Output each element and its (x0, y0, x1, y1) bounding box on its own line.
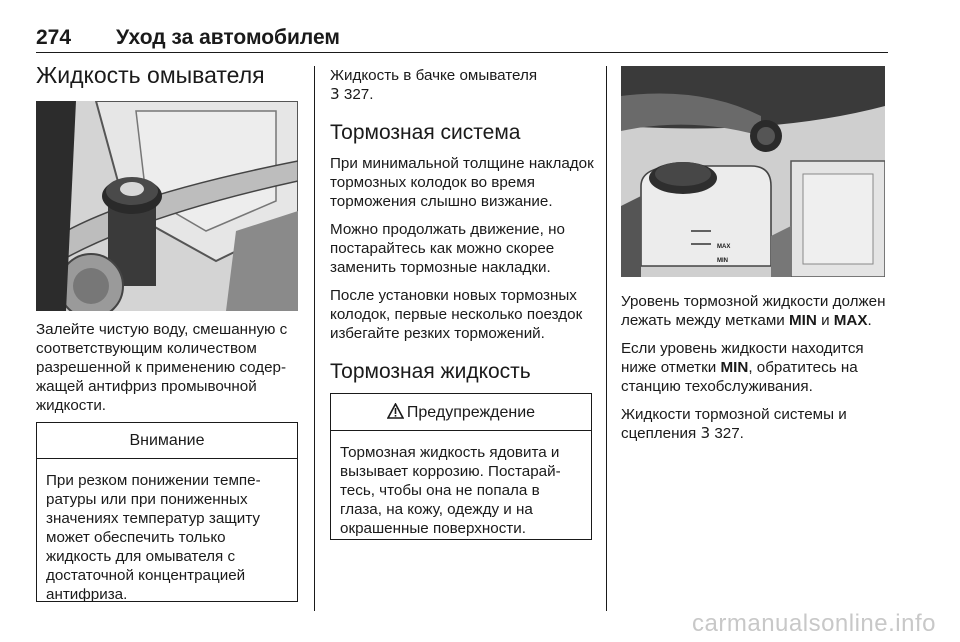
warning-box (330, 393, 592, 540)
brake-clutch-fluids-reference (621, 405, 887, 443)
arrow-reference-icon: 3 (330, 85, 340, 103)
watermark: carmanualsonline.info (692, 610, 936, 637)
section-heading-washer-fluid: Жидкость омывателя (36, 62, 265, 88)
warning-title: Предупреждение (406, 404, 536, 421)
column-1 (36, 320, 302, 424)
washer-reference (330, 66, 596, 104)
brake-fluid-level-text (621, 292, 887, 330)
max-mark: MAX (833, 312, 868, 329)
min-mark: MIN (788, 312, 817, 329)
washer-fluid-instruction: Залейте чистую воду, смешанную с соответствующим количеством разрешенной к применению содержащей антифриз промывочной жидкости. (36, 321, 288, 414)
page-header (36, 24, 888, 53)
brake-fluid-heading: Тормозная жидкость (330, 360, 531, 383)
conjunction-and: и (821, 312, 830, 329)
arrow-reference-icon-2: 3 (700, 424, 711, 442)
brake-fluid-low-text (621, 339, 887, 396)
min-mark-2: MIN (720, 359, 749, 376)
column-3 (621, 292, 887, 452)
brake-clutch-fluids-text: Жидкости тормозной системы и сцепления (621, 406, 847, 442)
warning-triangle-icon (387, 403, 404, 419)
warning-text: Тормозная жидкость ядовита и вызывает коррозию. Постарайтесь, чтобы она не попала в глаза, на кожу, одежду и на окрашенные поверхности. (340, 444, 561, 537)
washer-reference-text: Жидкость в бачке омывателя (330, 67, 538, 84)
photo-min-label: MIN (717, 258, 728, 264)
period: . (867, 312, 872, 329)
caution-box (36, 422, 298, 602)
brake-pads-new: После установки новых тормозных колодок, первые несколько поездок избегайте резких торможений. (330, 287, 583, 342)
washer-reservoir-illustration (36, 101, 298, 311)
page-number: 274 (36, 26, 72, 49)
brake-fluid-reservoir-photo (621, 66, 885, 277)
column-separator-2 (606, 66, 607, 611)
running-title: Уход за автомобилем (116, 26, 340, 49)
washer-reservoir-photo (36, 101, 298, 311)
brake-pads-replace: Можно продолжать движение, но постарайтесь как можно скорее заменить тормозные накладки. (330, 221, 565, 276)
caution-text: При резком понижении температуры или при пониженных значениях температур защиту может обеспечить только жидкость для омывателя с достаточной концентрацией антифриза. (46, 472, 261, 603)
brake-clutch-reference-page[interactable]: 327. (714, 425, 744, 442)
brake-system-heading: Тормозная система (330, 121, 521, 144)
column-2 (330, 66, 596, 393)
column-separator-1 (314, 66, 315, 611)
brake-fluid-low-intro: Если уровень жидкости находится ниже отметки (621, 340, 864, 376)
washer-reference-page[interactable]: 327. (343, 86, 374, 103)
brake-fluid-low-action: , обратитесь на станцию техобслуживания. (621, 359, 858, 395)
warning-header (331, 394, 591, 431)
caution-title: Внимание (37, 423, 297, 459)
brake-fluid-reservoir-illustration (621, 66, 885, 277)
brake-fluid-level-intro: Уровень тормозной жидкости должен лежать между метками (621, 293, 886, 329)
brake-pads-squeal: При минимальной толщине накладок тормозных колодок во время торможения слышно визжание. (330, 155, 594, 210)
photo-max-label: MAX (717, 244, 731, 250)
